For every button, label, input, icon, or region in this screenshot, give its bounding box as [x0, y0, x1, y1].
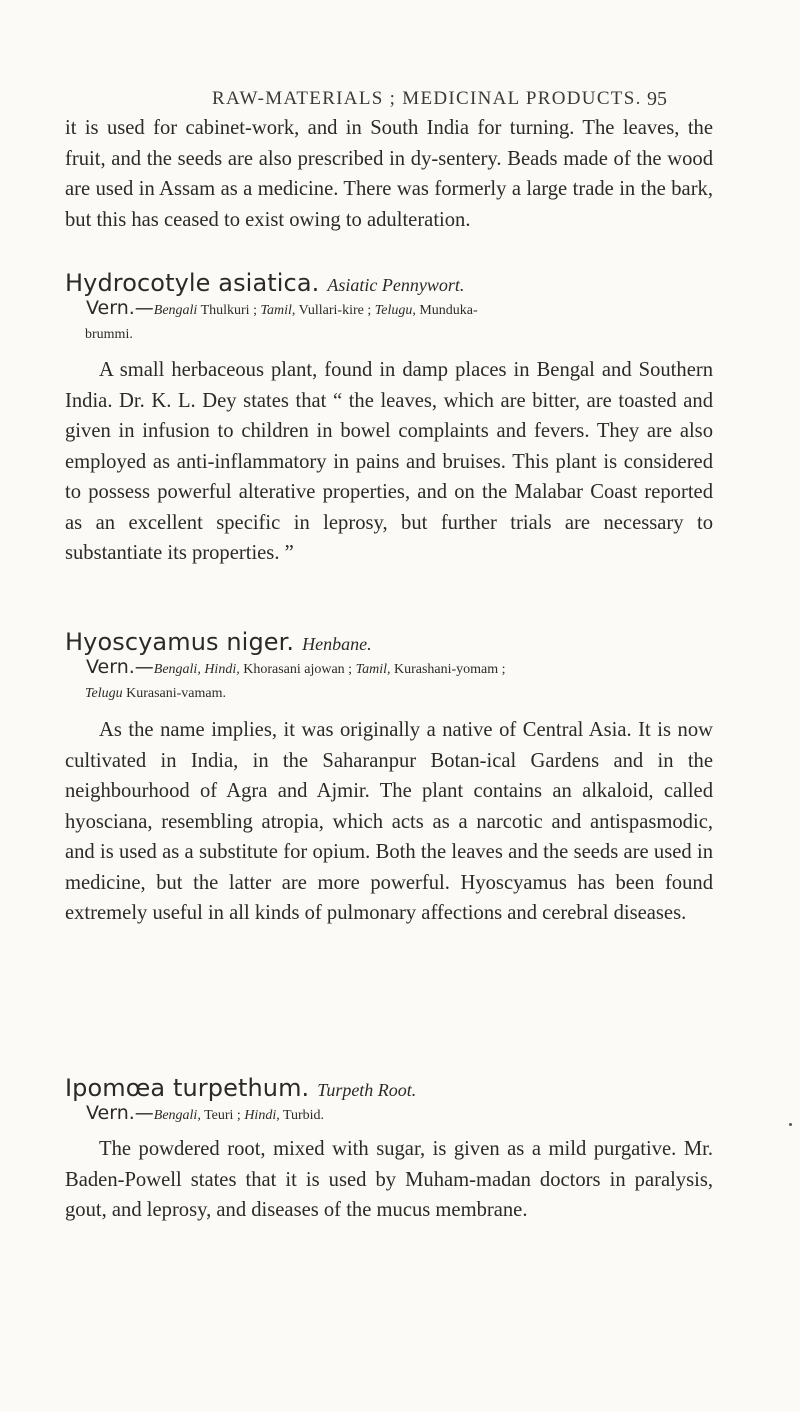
latin-name: Hyoscyamus niger. [65, 628, 295, 656]
vern-lang: Hindi, [244, 1108, 280, 1123]
vern-name: Vullari-kire ; [295, 303, 375, 318]
common-name: Turpeth Root. [317, 1080, 417, 1100]
vernacular-names [86, 296, 726, 347]
vern-lang: Bengali, [153, 1108, 201, 1123]
vernacular-names [86, 1101, 726, 1128]
vern-name: Turbid. [279, 1108, 325, 1123]
vern-name: Teuri ; [200, 1108, 245, 1123]
vern-label: Vern.— [86, 297, 154, 319]
entry-description-hydrocotyle: A small herbaceous plant, found in damp places in Bengal and Southern India. Dr. K. L. Dey states that “ the leaves, which are bitter, are toasted and given in infusion to children in bowel complaints and fevers. They are also employed as anti-inflammatory in pains and bruises. This plant is considered to possess powerful alterative properties, and on the Malabar Coast reported as an excellent specific in leprosy, but further trials are necessary to substantiate its properties. ” [65, 359, 713, 564]
vern-label: Vern.— [86, 1102, 154, 1124]
vern-lang: Bengali [153, 303, 198, 318]
vern-lang: Tamil, [355, 662, 391, 677]
page-number: 95 [647, 88, 667, 110]
vernacular-names [86, 655, 726, 706]
common-name: Henbane. [302, 634, 372, 654]
entry-description-ipomoea: The powdered root, mixed with sugar, is given as a mild purgative. Mr. Baden-Powell states that it is used by Muham-madan doctors in paralysis, gout, and leprosy, and diseases of the mucus membrane. [65, 1138, 713, 1221]
vern-name: brummi. [85, 327, 133, 342]
running-title: RAW-MATERIALS ; MEDICINAL PRODUCTS. [212, 88, 642, 109]
vern-name: Thulkuri ; [197, 303, 261, 318]
vern-lang: Telugu [85, 686, 123, 701]
latin-name: Ipomœa turpethum. [65, 1074, 310, 1102]
common-name: Asiatic Pennywort. [327, 275, 465, 295]
latin-name: Hydrocotyle asiatica. [65, 269, 320, 297]
vern-lang: Tamil, [260, 303, 296, 318]
vern-label: Vern.— [86, 656, 154, 678]
vern-name: Munduka- [415, 303, 478, 318]
vern-name: Kurashani-yomam ; [390, 662, 506, 677]
vern-lang: Bengali, Hindi, [153, 662, 240, 677]
print-speck [789, 1123, 792, 1126]
vern-name: Khorasani ajowan ; [239, 662, 356, 677]
entry-description-hyoscyamus: As the name implies, it was originally a native of Central Asia. It is now cultivated in India, in the Saharanpur Botan-ical Gardens and in the neighbourhood of Agra and Ajmir. The plant contains an alkaloid, called hyosciana, resembling atropia, which acts as a narcotic and antispasmodic, and is used as a substitute for opium. Both the leaves and the seeds are used in medicine, but the latter are more powerful. Hyoscyamus has been found extremely useful in all kinds of pulmonary affections and cerebral diseases. [65, 719, 713, 924]
vern-name: Kurasani-vamam. [122, 686, 227, 701]
intro-paragraph: it is used for cabinet-work, and in South India for turning. The leaves, the fruit, and the seeds are also prescribed in dy-sentery. Beads made of the wood are used in Assam as a medicine. There was formerly a large trade in the bark, but this has ceased to exist owing to adulteration. [65, 117, 713, 231]
vern-lang: Telugu, [374, 303, 416, 318]
